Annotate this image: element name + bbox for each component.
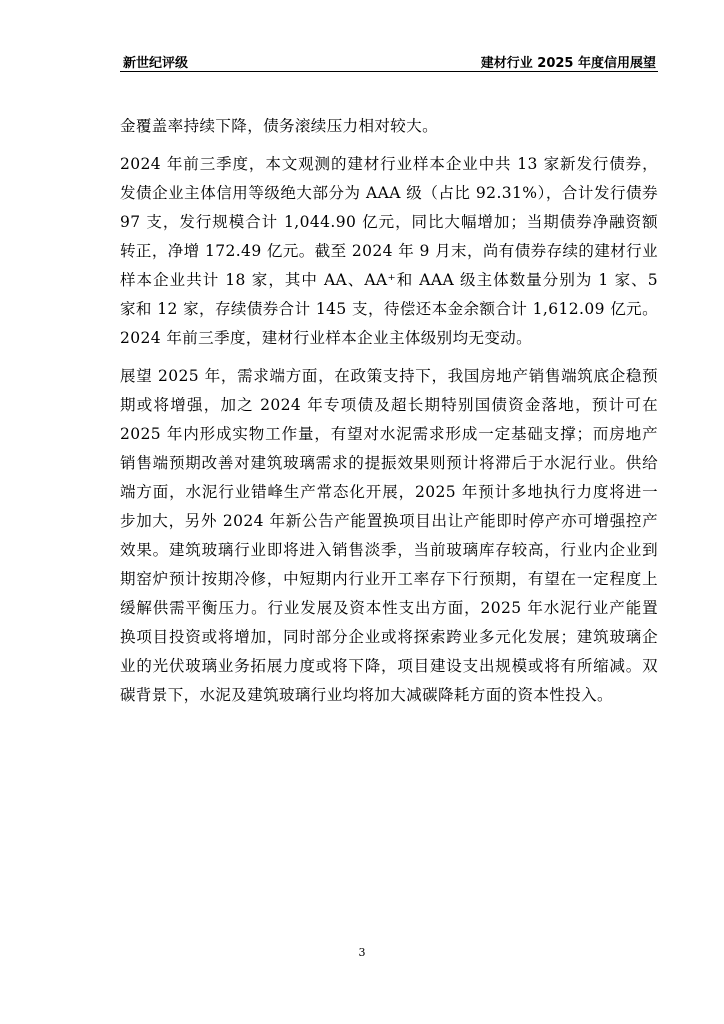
page-number: 3 — [358, 946, 366, 959]
paragraph-3: 展望 2025 年，需求端方面，在政策支持下，我国房地产销售端筑底企稳预期或将增强，加之 2024 年专项债及超长期特别国债资金落地，预计可在 2025 年内形成实物工作量，有望对水泥需求形成一定基础支撑；而房地产销售端预期改善对建筑玻璃需求的提振效果则预计将滞后于水泥行业。供给端方面，水泥行业错峰生产常态化开展，2025 年预计多地执行力度将进一步加大，另外 2024 年新公告产能置换项目出让产能即时停产亦可增强控产效果。建筑玻璃行业即将进入销售淡季，当前玻璃库存较高，行业内企业到期窑炉预计按期冷修，中短期内行业开工率存下行预期，有望在一定程度上缓解供需平衡压力。行业发展及资本性支出方面，2025 年水泥行业产能置换项目投资或将增加，同时部分企业或将探索跨业多元化发展；建筑玻璃企业的光伏玻璃业务拓展力度或将下降，项目建设支出规模或将有所缩减。双碳背景下，水泥及建筑玻璃行业均将加大减碳降耗方面的资本性投入。 — [120, 367, 658, 704]
paragraph-2: 2024 年前三季度，本文观测的建材行业样本企业中共 13 家新发行债券，发债企业主体信用等级绝大部分为 AAA 级（占比 92.31%），合计发行债券 97 支，发行规模合计 1,044.90 亿元，同比大幅增加；当期债券净融资额转正，净增 172.49 亿元。截至 2024 年 9 月末，尚有债券存续的建材行业样本企业共计 18 家，其中 AA、AA⁺和 AAA 级主体数量分别为 1 家、5 家和 12 家，存续债券合计 145 支，待偿还本金余额合计 1,612.09 亿元。2024 年前三季度，建材行业样本企业主体级别均无变动。 — [120, 155, 658, 347]
paragraph-1: 金覆盖率持续下降，债务滚续压力相对较大。 — [120, 117, 439, 135]
report-title: 建材行业 2025 年度信用展望 — [480, 56, 656, 71]
page-header — [120, 49, 658, 72]
org-name: 新世纪评级 — [123, 56, 189, 71]
body-text — [120, 112, 658, 719]
